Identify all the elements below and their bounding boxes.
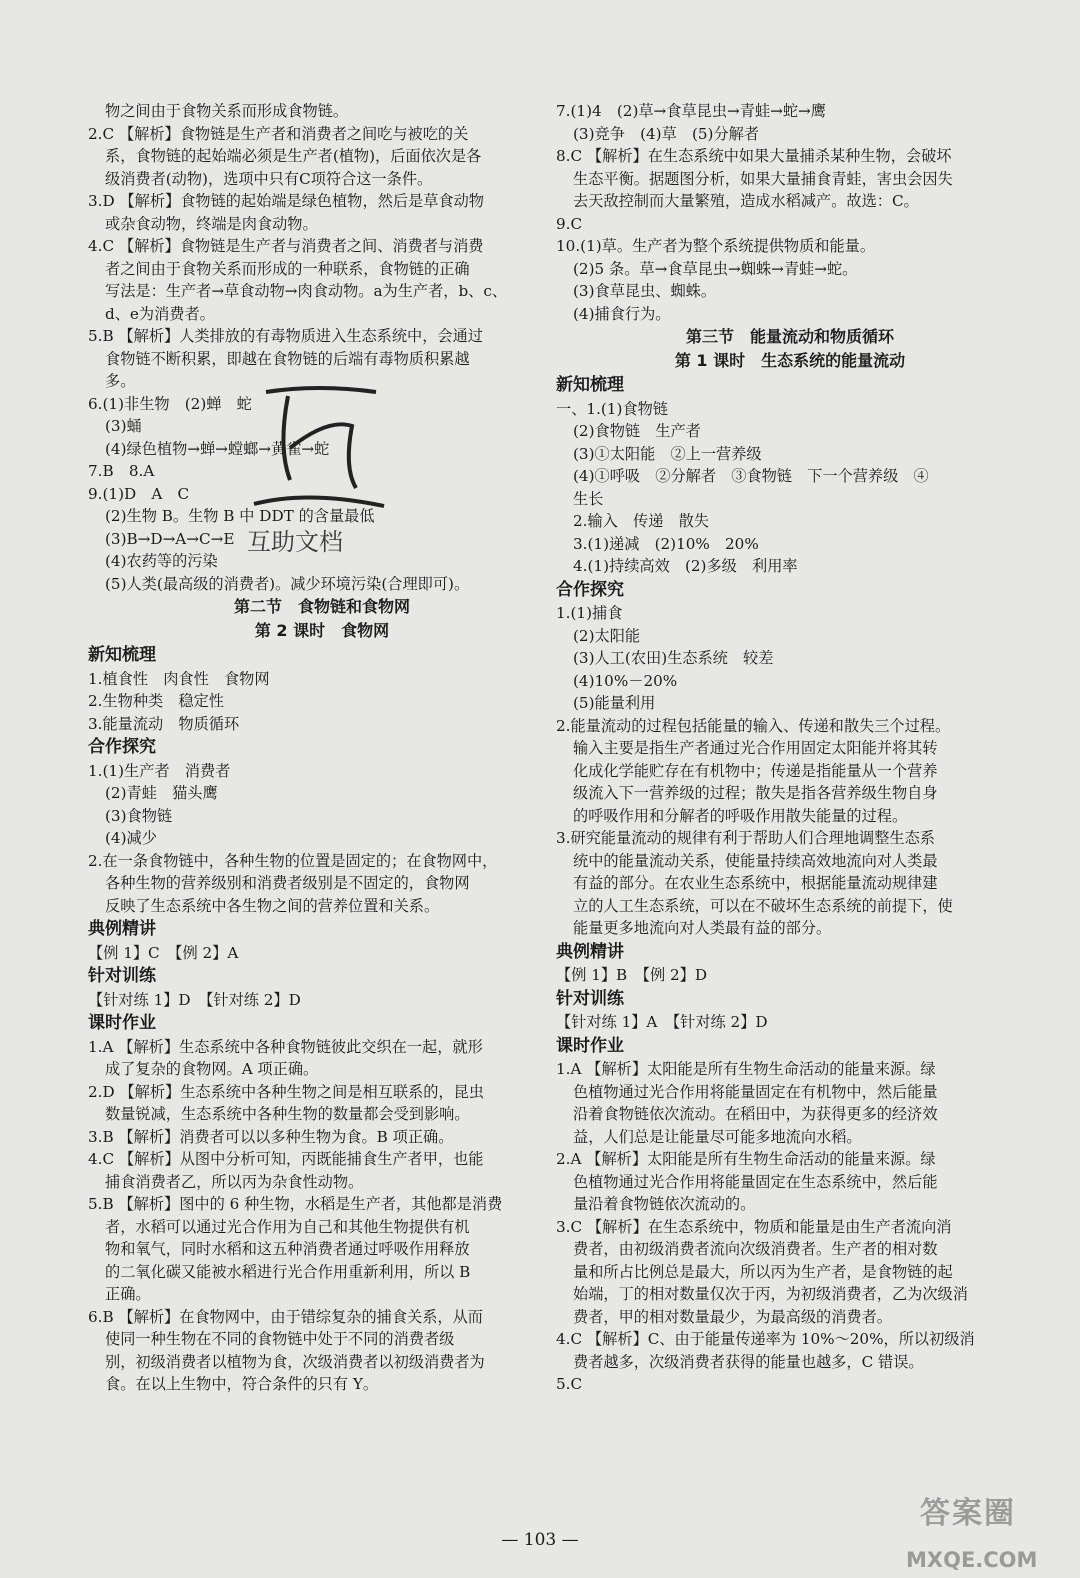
section-heading: 典例精讲 (88, 919, 156, 939)
text-line: 色植物通过光合作用将能量固定在生态系统中，然后能 (573, 1172, 938, 1191)
section-title: 第三节 能量流动和物质循环 (685, 327, 894, 346)
text-line: 3.(1)递减 (2)10% 20% (573, 534, 759, 553)
text-line: 1.A 【解析】生态系统中各种食物链彼此交织在一起，就形 (88, 1037, 483, 1056)
text-line: 成了复杂的食物网。A 项正确。 (105, 1060, 319, 1078)
section-heading: 合作探究 (556, 579, 624, 600)
watermark-text: 互助文档 (247, 528, 343, 556)
text-line: 9.(1)D A C (88, 484, 190, 503)
text-line: (3)B→D→A→C→E (105, 529, 235, 548)
text-line: 3.C 【解析】在生态系统中，物质和能量是由生产者流向消 (556, 1217, 952, 1236)
text-line: 2.生物种类 稳定性 (88, 692, 224, 710)
text-line: 费者，由初级消费者流向次级消费者。生产者的相对数 (573, 1240, 938, 1258)
section-title: 第 1 课时 生态系统的能量流动 (674, 351, 906, 370)
text-line: 【针对练 1】D 【针对练 2】D (88, 990, 301, 1009)
text-line: 者之间由于食物关系而形成的一种联系，食物链的正确 (105, 259, 470, 278)
text-line: 各种生物的营养级别和消费者级别是不固定的，食物网 (105, 874, 470, 892)
text-line: d、e为消费者。 (105, 304, 215, 323)
text-line: 3.研究能量流动的规律有利于帮助人们合理地调整生态系 (556, 829, 935, 847)
text-line: 7.B 8.A (88, 462, 155, 480)
section-heading: 课时作业 (556, 1035, 624, 1056)
text-line: 1.(1)生产者 消费者 (88, 761, 231, 780)
text-line: 4.(1)持续高效 (2)多级 利用率 (573, 557, 798, 575)
text-line: (4)农药等的污染 (105, 552, 218, 570)
text-line: (2)生物 B。生物 B 中 DDT 的含量最低 (105, 507, 375, 525)
text-line: (4)绿色植物→蝉→螳螂→黄雀→蛇 (105, 439, 330, 458)
left-column (88, 100, 556, 1396)
text-line: 正确。 (105, 1285, 151, 1303)
text-line: 5.B 【解析】图中的 6 种生物，水稻是生产者，其他都是消费 (88, 1195, 503, 1213)
text-line: 别，初级消费者以植物为食，次级消费者以初级消费者为 (105, 1352, 485, 1371)
text-line: 食物链不断积累，即越在食物链的后端有毒物质积累越 (105, 349, 470, 368)
text-line: (2)青蛙 猫头鹰 (105, 784, 218, 802)
text-line: 4.C 【解析】C、由于能量传递率为 10%～20%，所以初级消 (556, 1330, 975, 1348)
text-line: 使同一种生物在不同的食物链中处于不同的消费者级 (105, 1330, 455, 1348)
text-line: 者，水稻可以通过光合作用为自己和其他生物提供有机 (105, 1217, 470, 1236)
text-line: 益，人们总是让能量尽可能多地流向水稻。 (573, 1127, 862, 1146)
text-line: 费者越多，次级消费者获得的能量也越多，C 错误。 (573, 1352, 924, 1371)
text-line: (4)减少 (105, 829, 157, 847)
corner-watermark-logo: 答案圈 (920, 1496, 1016, 1531)
text-line: (3)①太阳能 ②上一营养级 (573, 444, 762, 463)
text-line: 2.在一条食物链中，各种生物的位置是固定的；在食物网中， (88, 851, 498, 870)
text-line: 2.A 【解析】太阳能是所有生物生命活动的能量来源。绿 (556, 1150, 936, 1168)
text-line: (3)蛹 (105, 417, 142, 435)
text-line: 级消费者(动物)，选项中只有C项符合这一条件。 (105, 169, 433, 188)
text-line: 能量更多地流向对人类最有益的部分。 (573, 919, 832, 937)
text-line: 物之间由于食物关系而形成食物链。 (105, 102, 348, 120)
text-line: 1.植食性 肉食性 食物网 (88, 669, 270, 688)
text-line: 5.C (556, 1375, 583, 1393)
text-line: 5.B 【解析】人类排放的有毒物质进入生态系统中，会通过 (88, 327, 483, 345)
text-line: (2)5 条。草→食草昆虫→蜘蛛→青蛙→蛇。 (573, 259, 858, 278)
text-line: 有益的部分。在农业生态系统中，根据能量流动规律建 (573, 874, 938, 892)
text-line: (2)太阳能 (573, 626, 641, 645)
text-line: (5)人类(最高级的消费者)。减少环境污染(合理即可)。 (105, 574, 470, 593)
text-line: 8.C 【解析】在生态系统中如果大量捕杀某种生物，会破坏 (556, 147, 952, 165)
text-line: 1.A 【解析】太阳能是所有生物生命活动的能量来源。绿 (556, 1060, 936, 1078)
text-line: 一、1.(1)食物链 (556, 399, 668, 418)
text-line: (2)食物链 生产者 (573, 422, 701, 440)
text-line: 捕食消费者乙，所以丙为杂食性动物。 (105, 1172, 364, 1191)
text-line: 反映了生态系统中各生物之间的营养位置和关系。 (105, 896, 440, 915)
text-line: 2.D 【解析】生态系统中各种生物之间是相互联系的，昆虫 (88, 1082, 484, 1101)
text-line: 系，食物链的起始端必须是生产者(植物)，后面依次是各 (105, 147, 482, 165)
text-line: 写法是：生产者→草食动物→肉食动物。a为生产者，b、c、 (105, 282, 508, 300)
text-line: 10.(1)草。生产者为整个系统提供物质和能量。 (556, 237, 876, 255)
text-line: 3.D 【解析】食物链的起始端是绿色植物，然后是草食动物 (88, 192, 484, 210)
text-line: (4)捕食行为。 (573, 304, 671, 323)
text-line: 【例 1】C 【例 2】A (88, 943, 239, 962)
text-line: (3)食物链 (105, 806, 173, 825)
text-line: 3.能量流动 物质循环 (88, 714, 240, 733)
text-line: (3)竞争 (4)草 (5)分解者 (573, 124, 760, 143)
text-line: (4)10%－20% (573, 671, 678, 690)
section-heading: 针对训练 (88, 966, 156, 986)
section-title: 第二节 食物链和食物网 (233, 597, 410, 616)
text-line: 立的人工生态系统，可以在不破坏生态系统的前提下，使 (573, 896, 953, 915)
text-line: (3)食草昆虫、蜘蛛。 (573, 282, 717, 300)
text-line: 输入主要是指生产者通过光合作用固定太阳能并将其转 (573, 739, 938, 757)
text-line: 级流入下一营养级的过程；散失是指各营养级生物自身 (573, 784, 938, 802)
text-line: 去天敌控制而大量繁殖，造成水稻减产。故选：C。 (573, 192, 919, 210)
text-line: 或杂食动物，终端是肉食动物。 (105, 214, 318, 233)
watermark-hu-glyph (248, 378, 388, 528)
right-column (556, 100, 1024, 1396)
text-line: 2.C 【解析】食物链是生产者和消费者之间吃与被吃的关 (88, 124, 469, 143)
text-line: 费者，甲的相对数量最少，为最高级的消费者。 (573, 1307, 892, 1326)
text-line: 4.C 【解析】从图中分析可知，丙既能捕食生产者甲，也能 (88, 1150, 484, 1168)
section-heading: 合作探究 (88, 737, 156, 757)
text-line: 化成化学能贮存在有机物中；传递是指能量从一个营养 (573, 761, 938, 780)
text-line: 始端，丁的相对数量仅次于丙，为初级消费者，乙为次级消 (573, 1285, 968, 1303)
text-line: 统中的能量流动关系，使能量持续高效地流向对人类最 (573, 851, 938, 870)
text-line: 6.B 【解析】在食物网中，由于错综复杂的捕食关系，从而 (88, 1307, 483, 1326)
page-number: — 103 — (501, 1530, 579, 1550)
text-line: 【针对练 1】A 【针对练 2】D (556, 1013, 768, 1031)
text-line: 物和氧气，同时水稻和这五种消费者通过呼吸作用释放 (105, 1240, 470, 1258)
text-line: 3.B 【解析】消费者可以以多种生物为食。B 项正确。 (88, 1127, 454, 1146)
text-line: (5)能量利用 (573, 694, 656, 712)
text-line: 沿着食物链依次流动。在稻田中，为获得更多的经济效 (573, 1105, 938, 1123)
text-line: 2.输入 传递 散失 (573, 512, 709, 530)
text-line: 量沿着食物链依次流动的。 (573, 1195, 756, 1213)
text-line: 的二氧化碳又能被水稻进行光合作用重新利用，所以 B (105, 1262, 471, 1281)
text-line: 量和所占比例总是最大，所以丙为生产者，是食物链的起 (573, 1262, 953, 1281)
section-heading: 针对训练 (556, 988, 624, 1009)
section-heading: 典例精讲 (556, 941, 624, 962)
text-line: 7.(1)4 (2)草→食草昆虫→青蛙→蛇→鹰 (556, 102, 826, 120)
section-title: 第 2 课时 食物网 (254, 621, 390, 640)
text-line: 生长 (573, 489, 604, 508)
text-line: 4.C 【解析】食物链是生产者与消费者之间、消费者与消费 (88, 237, 484, 255)
section-heading: 新知梳理 (556, 375, 624, 395)
text-line: 食。在以上生物中，符合条件的只有 Y。 (105, 1375, 379, 1393)
text-line: (4)①呼吸 ②分解者 ③食物链 下一个营养级 ④ (573, 467, 929, 485)
section-heading: 新知梳理 (88, 645, 156, 665)
text-line: 的呼吸作用和分解者的呼吸作用散失能量的过程。 (573, 806, 908, 825)
text-line: 9.C (556, 214, 583, 233)
text-line: 色植物通过光合作用将能量固定在有机物中，然后能量 (573, 1082, 938, 1101)
text-line: 多。 (105, 372, 136, 390)
text-line: (3)人工(农田)生态系统 较差 (573, 649, 774, 667)
text-line: 2.能量流动的过程包括能量的输入、传递和散失三个过程。 (556, 716, 951, 735)
text-line: 生态平衡。据题图分析，如果大量捕食青蛙，害虫会因失 (573, 169, 953, 188)
corner-watermark-url: MXQE.COM (906, 1548, 1038, 1572)
text-line: 1.(1)捕食 (556, 604, 623, 622)
text-line: 【例 1】B 【例 2】D (556, 966, 708, 984)
section-heading: 课时作业 (88, 1013, 156, 1033)
text-line: 数量锐减，生态系统中各种生物的数量都会受到影响。 (105, 1105, 470, 1123)
text-line: 6.(1)非生物 (2)蝉 蛇 (88, 394, 252, 413)
